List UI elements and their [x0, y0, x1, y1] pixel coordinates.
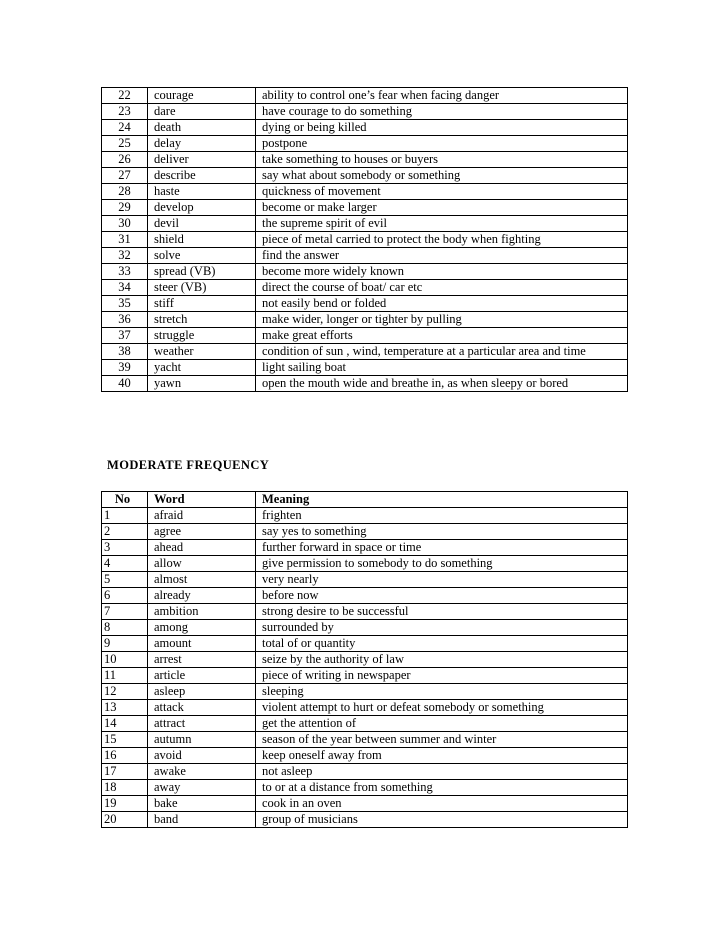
row-word: develop [148, 200, 256, 216]
table-row [102, 328, 628, 344]
row-meaning: become or make larger [256, 200, 628, 216]
row-number: 8 [102, 620, 148, 636]
table-header-row [102, 492, 628, 508]
row-word: avoid [148, 748, 256, 764]
row-word: courage [148, 88, 256, 104]
table-row [102, 136, 628, 152]
row-meaning: quickness of movement [256, 184, 628, 200]
table-row [102, 120, 628, 136]
row-word: already [148, 588, 256, 604]
row-number: 18 [102, 780, 148, 796]
table-row [102, 812, 628, 828]
row-number: 9 [102, 636, 148, 652]
table-row [102, 748, 628, 764]
row-number: 3 [102, 540, 148, 556]
row-meaning: get the attention of [256, 716, 628, 732]
row-word: bake [148, 796, 256, 812]
row-word: autumn [148, 732, 256, 748]
row-word: stiff [148, 296, 256, 312]
row-word: weather [148, 344, 256, 360]
header-meaning: Meaning [256, 492, 628, 508]
row-meaning: season of the year between summer and winter [256, 732, 628, 748]
row-word: awake [148, 764, 256, 780]
row-word: yacht [148, 360, 256, 376]
row-number: 23 [102, 104, 148, 120]
row-number: 36 [102, 312, 148, 328]
row-number: 2 [102, 524, 148, 540]
row-number: 33 [102, 264, 148, 280]
row-word: haste [148, 184, 256, 200]
row-meaning: before now [256, 588, 628, 604]
row-number: 19 [102, 796, 148, 812]
table-row [102, 232, 628, 248]
row-word: attack [148, 700, 256, 716]
table-row [102, 280, 628, 296]
row-word: steer (VB) [148, 280, 256, 296]
row-word: agree [148, 524, 256, 540]
table-row [102, 168, 628, 184]
row-meaning: say what about somebody or something [256, 168, 628, 184]
row-word: arrest [148, 652, 256, 668]
row-word: solve [148, 248, 256, 264]
row-word: devil [148, 216, 256, 232]
row-word: away [148, 780, 256, 796]
row-word: almost [148, 572, 256, 588]
table-row [102, 344, 628, 360]
row-meaning: further forward in space or time [256, 540, 628, 556]
row-number: 5 [102, 572, 148, 588]
row-meaning: give permission to somebody to do something [256, 556, 628, 572]
row-number: 35 [102, 296, 148, 312]
row-meaning: light sailing boat [256, 360, 628, 376]
row-word: allow [148, 556, 256, 572]
table-row [102, 668, 628, 684]
row-meaning: to or at a distance from something [256, 780, 628, 796]
row-word: band [148, 812, 256, 828]
row-word: amount [148, 636, 256, 652]
row-number: 17 [102, 764, 148, 780]
table-row [102, 796, 628, 812]
row-number: 39 [102, 360, 148, 376]
row-number: 38 [102, 344, 148, 360]
row-number: 20 [102, 812, 148, 828]
table-row [102, 508, 628, 524]
table-row [102, 588, 628, 604]
row-number: 28 [102, 184, 148, 200]
row-meaning: very nearly [256, 572, 628, 588]
row-number: 14 [102, 716, 148, 732]
row-meaning: have courage to do something [256, 104, 628, 120]
row-number: 10 [102, 652, 148, 668]
row-word: dare [148, 104, 256, 120]
row-meaning: violent attempt to hurt or defeat somebody or something [256, 700, 628, 716]
row-number: 7 [102, 604, 148, 620]
row-word: article [148, 668, 256, 684]
table-row [102, 152, 628, 168]
row-number: 29 [102, 200, 148, 216]
row-meaning: piece of metal carried to protect the body when fighting [256, 232, 628, 248]
table-row [102, 684, 628, 700]
row-word: describe [148, 168, 256, 184]
table-row [102, 360, 628, 376]
row-word: death [148, 120, 256, 136]
row-meaning: become more widely known [256, 264, 628, 280]
table-row [102, 200, 628, 216]
row-word: spread (VB) [148, 264, 256, 280]
row-meaning: keep oneself away from [256, 748, 628, 764]
row-number: 31 [102, 232, 148, 248]
row-number: 4 [102, 556, 148, 572]
table-row [102, 652, 628, 668]
row-number: 37 [102, 328, 148, 344]
row-word: ahead [148, 540, 256, 556]
row-word: deliver [148, 152, 256, 168]
header-no: No [102, 492, 148, 508]
row-meaning: group of musicians [256, 812, 628, 828]
row-meaning: piece of writing in newspaper [256, 668, 628, 684]
row-word: asleep [148, 684, 256, 700]
row-word: yawn [148, 376, 256, 392]
row-meaning: not easily bend or folded [256, 296, 628, 312]
row-number: 22 [102, 88, 148, 104]
row-number: 12 [102, 684, 148, 700]
header-word: Word [148, 492, 256, 508]
row-meaning: the supreme spirit of evil [256, 216, 628, 232]
table-row [102, 248, 628, 264]
row-meaning: say yes to something [256, 524, 628, 540]
row-word: delay [148, 136, 256, 152]
moderate-frequency-table [101, 491, 628, 828]
table-row [102, 732, 628, 748]
table-row [102, 636, 628, 652]
row-meaning: not asleep [256, 764, 628, 780]
table-row [102, 700, 628, 716]
table-row [102, 184, 628, 200]
row-meaning: take something to houses or buyers [256, 152, 628, 168]
row-number: 25 [102, 136, 148, 152]
row-meaning: dying or being killed [256, 120, 628, 136]
table-row [102, 780, 628, 796]
row-number: 16 [102, 748, 148, 764]
row-number: 30 [102, 216, 148, 232]
row-meaning: postpone [256, 136, 628, 152]
row-meaning: make great efforts [256, 328, 628, 344]
row-meaning: ability to control one’s fear when facing danger [256, 88, 628, 104]
row-meaning: condition of sun , wind, temperature at a particular area and time [256, 344, 628, 360]
row-number: 6 [102, 588, 148, 604]
row-meaning: total of or quantity [256, 636, 628, 652]
moderate-frequency-table-body [102, 492, 628, 828]
row-number: 32 [102, 248, 148, 264]
row-word: struggle [148, 328, 256, 344]
row-meaning: find the answer [256, 248, 628, 264]
row-number: 26 [102, 152, 148, 168]
row-number: 40 [102, 376, 148, 392]
table-row [102, 376, 628, 392]
row-number: 24 [102, 120, 148, 136]
row-number: 27 [102, 168, 148, 184]
section-title-moderate-frequency: MODERATE FREQUENCY [107, 458, 270, 472]
row-word: shield [148, 232, 256, 248]
table-row [102, 556, 628, 572]
row-number: 11 [102, 668, 148, 684]
row-meaning: sleeping [256, 684, 628, 700]
row-number: 34 [102, 280, 148, 296]
row-meaning: strong desire to be successful [256, 604, 628, 620]
row-meaning: cook in an oven [256, 796, 628, 812]
row-word: stretch [148, 312, 256, 328]
row-number: 1 [102, 508, 148, 524]
table-row [102, 104, 628, 120]
vocabulary-table-continued [101, 87, 628, 392]
table-row [102, 264, 628, 280]
row-number: 15 [102, 732, 148, 748]
row-meaning: surrounded by [256, 620, 628, 636]
row-word: among [148, 620, 256, 636]
row-meaning: frighten [256, 508, 628, 524]
table-row [102, 296, 628, 312]
row-number: 13 [102, 700, 148, 716]
row-word: attract [148, 716, 256, 732]
table-row [102, 716, 628, 732]
table-row [102, 764, 628, 780]
row-meaning: direct the course of boat/ car etc [256, 280, 628, 296]
row-meaning: seize by the authority of law [256, 652, 628, 668]
row-meaning: make wider, longer or tighter by pulling [256, 312, 628, 328]
table-row [102, 216, 628, 232]
table-row [102, 572, 628, 588]
vocabulary-table-continued-body [102, 88, 628, 392]
table-row [102, 620, 628, 636]
table-row [102, 604, 628, 620]
table-row [102, 88, 628, 104]
table-row [102, 524, 628, 540]
row-meaning: open the mouth wide and breathe in, as when sleepy or bored [256, 376, 628, 392]
table-row [102, 540, 628, 556]
row-word: ambition [148, 604, 256, 620]
row-word: afraid [148, 508, 256, 524]
table-row [102, 312, 628, 328]
